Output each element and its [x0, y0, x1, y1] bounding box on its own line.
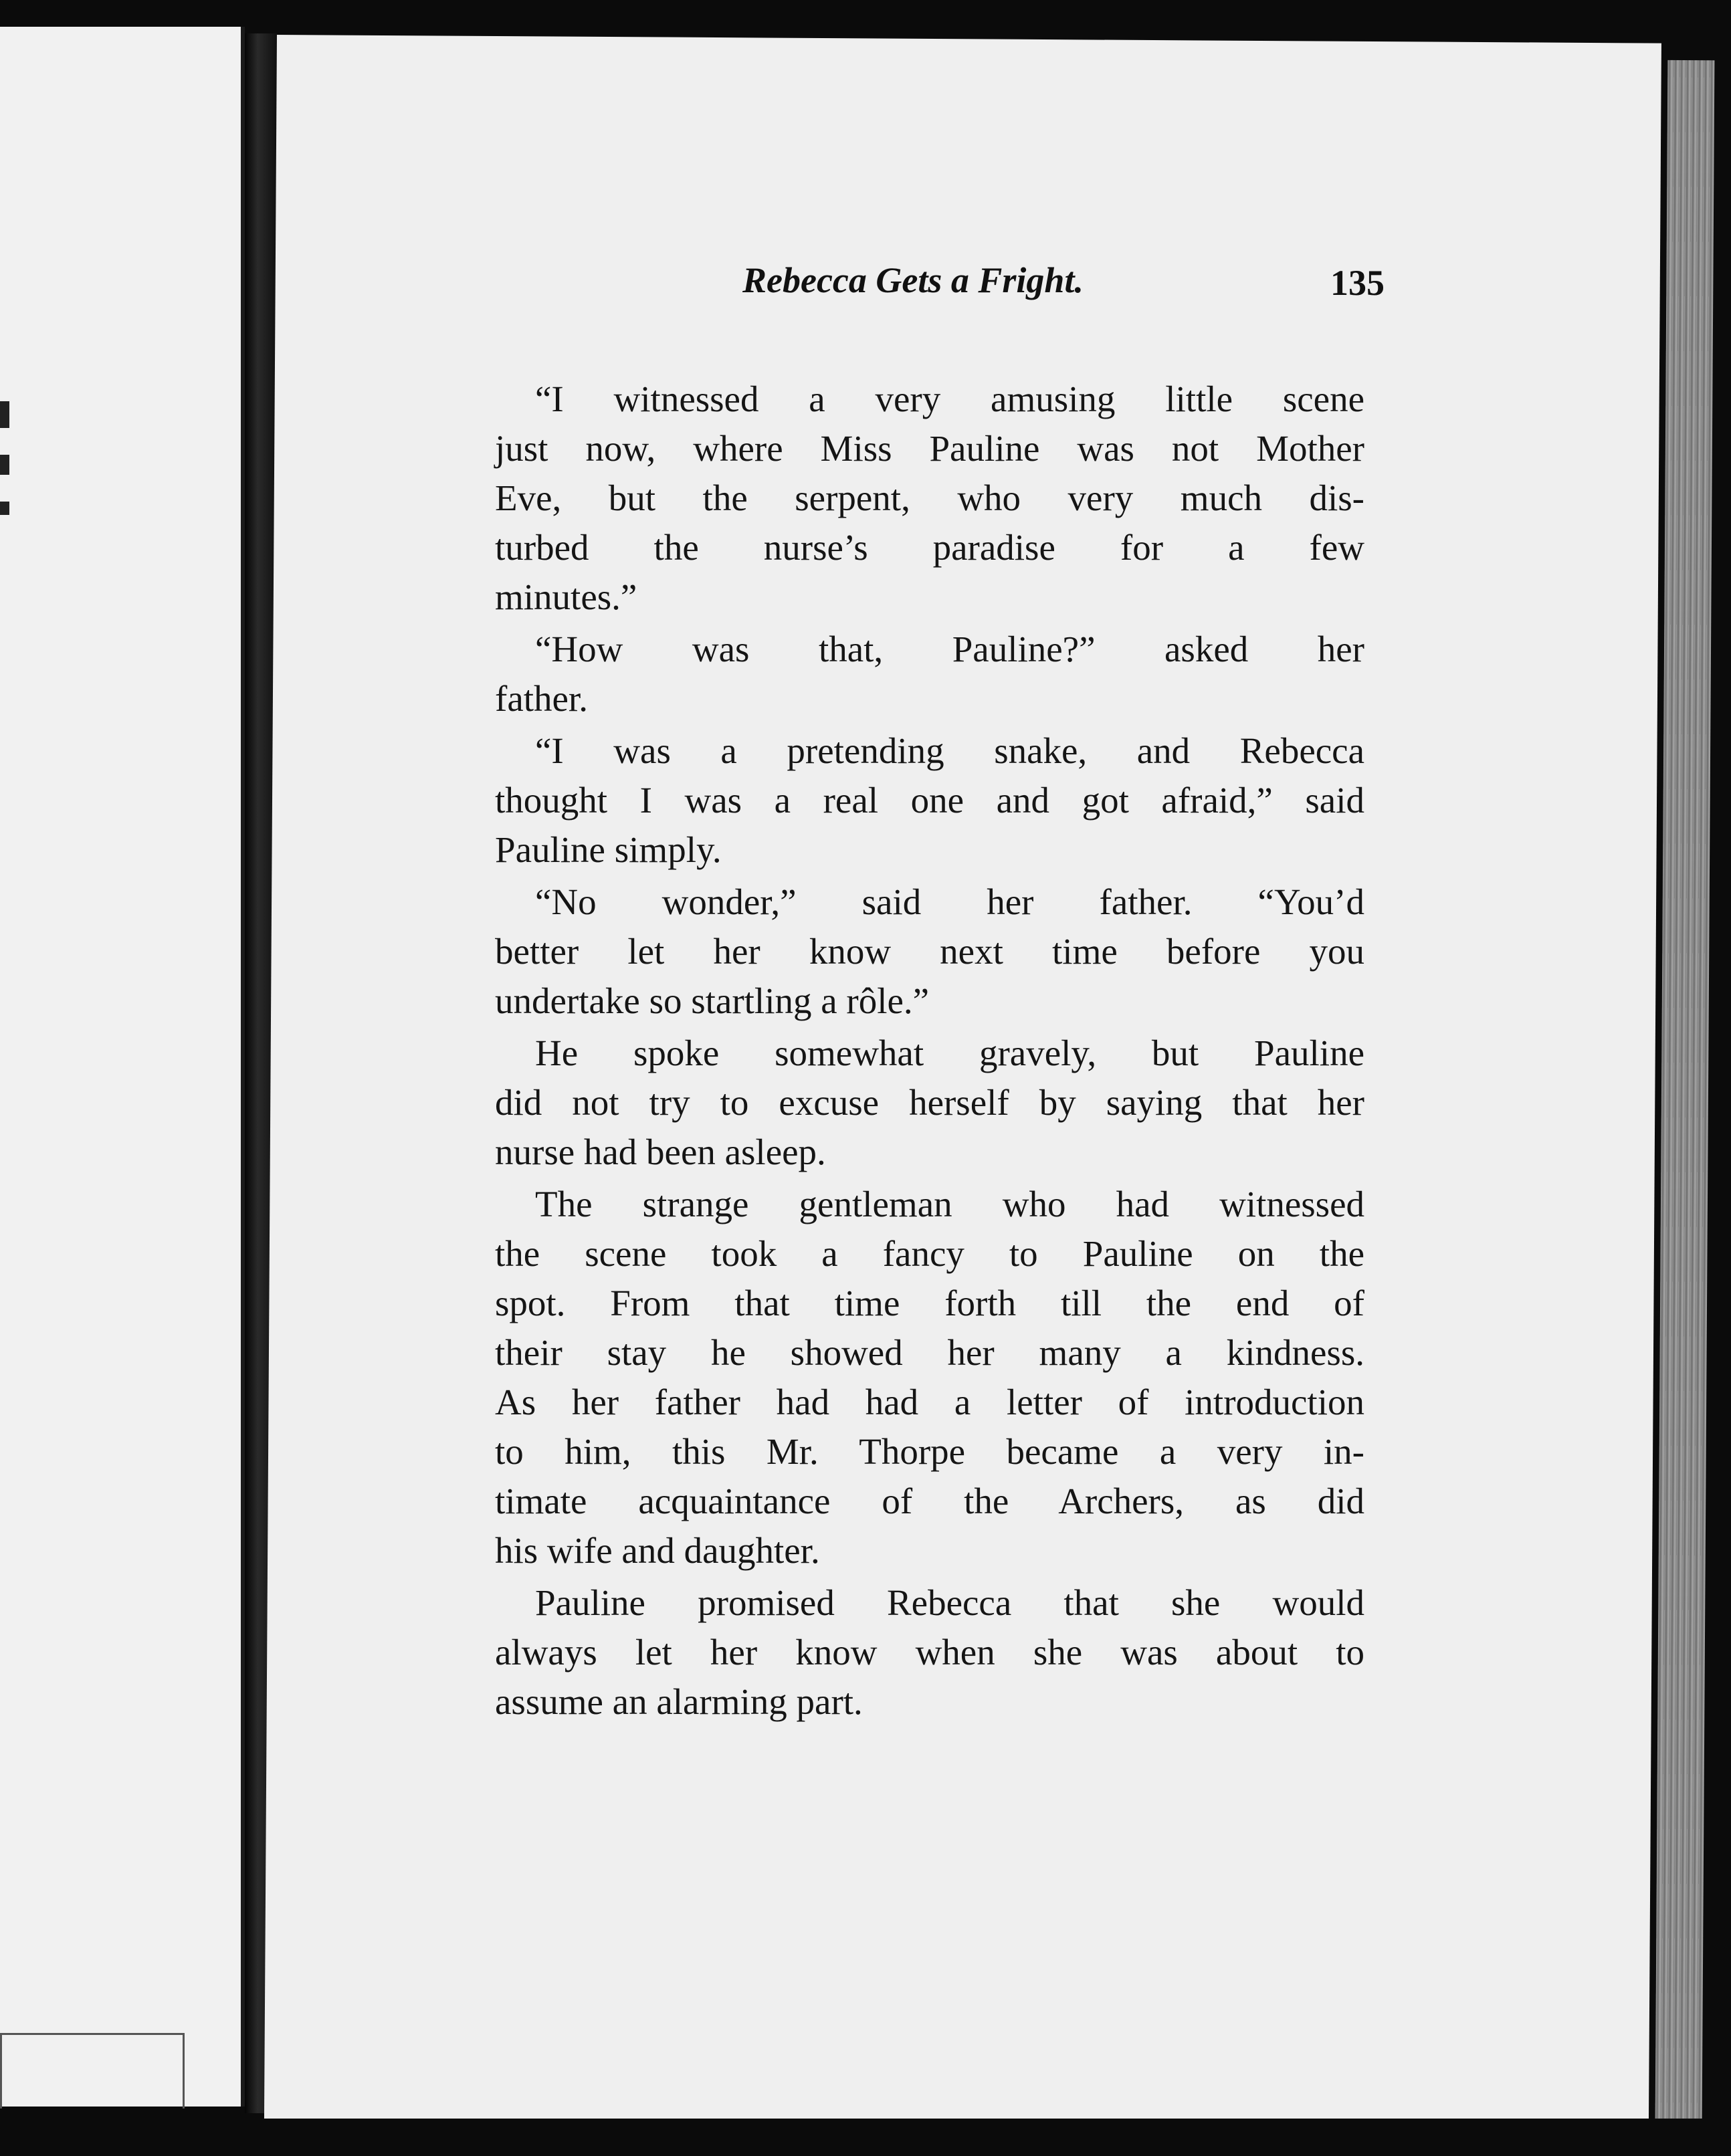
body-text [495, 374, 1364, 1729]
text-line: “How was that, Pauline?” asked her [535, 629, 1364, 669]
text-line: thought I was a real one and got afraid,” said [495, 780, 1364, 821]
text-line: “No wonder,” said her father. “You’d [535, 881, 1364, 922]
text-line: Eve, but the serpent, who very much dis- [495, 477, 1364, 518]
text-line: better let her know next time before you [495, 931, 1364, 972]
paragraph [495, 1180, 1364, 1576]
paragraph [495, 1029, 1364, 1177]
edge-mark [0, 455, 9, 475]
text-line: undertake so startling a rôle.” [495, 980, 930, 1021]
edge-mark [0, 401, 9, 428]
text-line: father. [495, 678, 588, 719]
paragraph [495, 726, 1364, 875]
text-line: nurse had been asleep. [495, 1131, 826, 1172]
page-edges [1655, 60, 1715, 2120]
text-line: to him, this Mr. Thorpe became a very in- [495, 1431, 1364, 1472]
text-line: As her father had had a letter of introduction [495, 1382, 1364, 1422]
text-line: timate acquaintance of the Archers, as did [495, 1481, 1364, 1521]
text-line: assume an alarming part. [495, 1681, 863, 1722]
text-line: always let her know when she was about to [495, 1632, 1364, 1673]
paragraph [495, 625, 1364, 724]
running-head [462, 259, 1385, 320]
text-line: their stay he showed her many a kindness. [495, 1332, 1364, 1373]
text-line: his wife and daughter. [495, 1530, 820, 1571]
paragraph [495, 374, 1364, 622]
text-line: Pauline simply. [495, 829, 722, 870]
edge-mark [0, 502, 9, 515]
library-stamp-outline [0, 2033, 185, 2109]
text-line: “I witnessed a very amusing little scene [535, 379, 1364, 419]
text-line: Pauline promised Rebecca that she would [535, 1582, 1364, 1623]
text-line: He spoke somewhat gravely, but Pauline [535, 1033, 1364, 1073]
text-line: did not try to excuse herself by saying that her [495, 1082, 1364, 1123]
text-line: just now, where Miss Pauline was not Mother [495, 428, 1364, 469]
running-title: Rebecca Gets a Fright. [742, 260, 1084, 300]
left-page-edge-marks [0, 401, 15, 548]
text-line: The strange gentleman who had witnessed [535, 1184, 1364, 1224]
bottom-background-strip [254, 2119, 1731, 2156]
text-line: minutes.” [495, 576, 637, 617]
page-number: 135 [1330, 263, 1385, 303]
paragraph [495, 1578, 1364, 1727]
paragraph [495, 877, 1364, 1026]
text-line: spot. From that time forth till the end of [495, 1283, 1364, 1323]
text-line: turbed the nurse’s paradise for a few [495, 527, 1364, 568]
text-line: the scene took a fancy to Pauline on the [495, 1233, 1364, 1274]
text-line: “I was a pretending snake, and Rebecca [535, 730, 1364, 771]
left-facing-page [0, 27, 245, 2107]
